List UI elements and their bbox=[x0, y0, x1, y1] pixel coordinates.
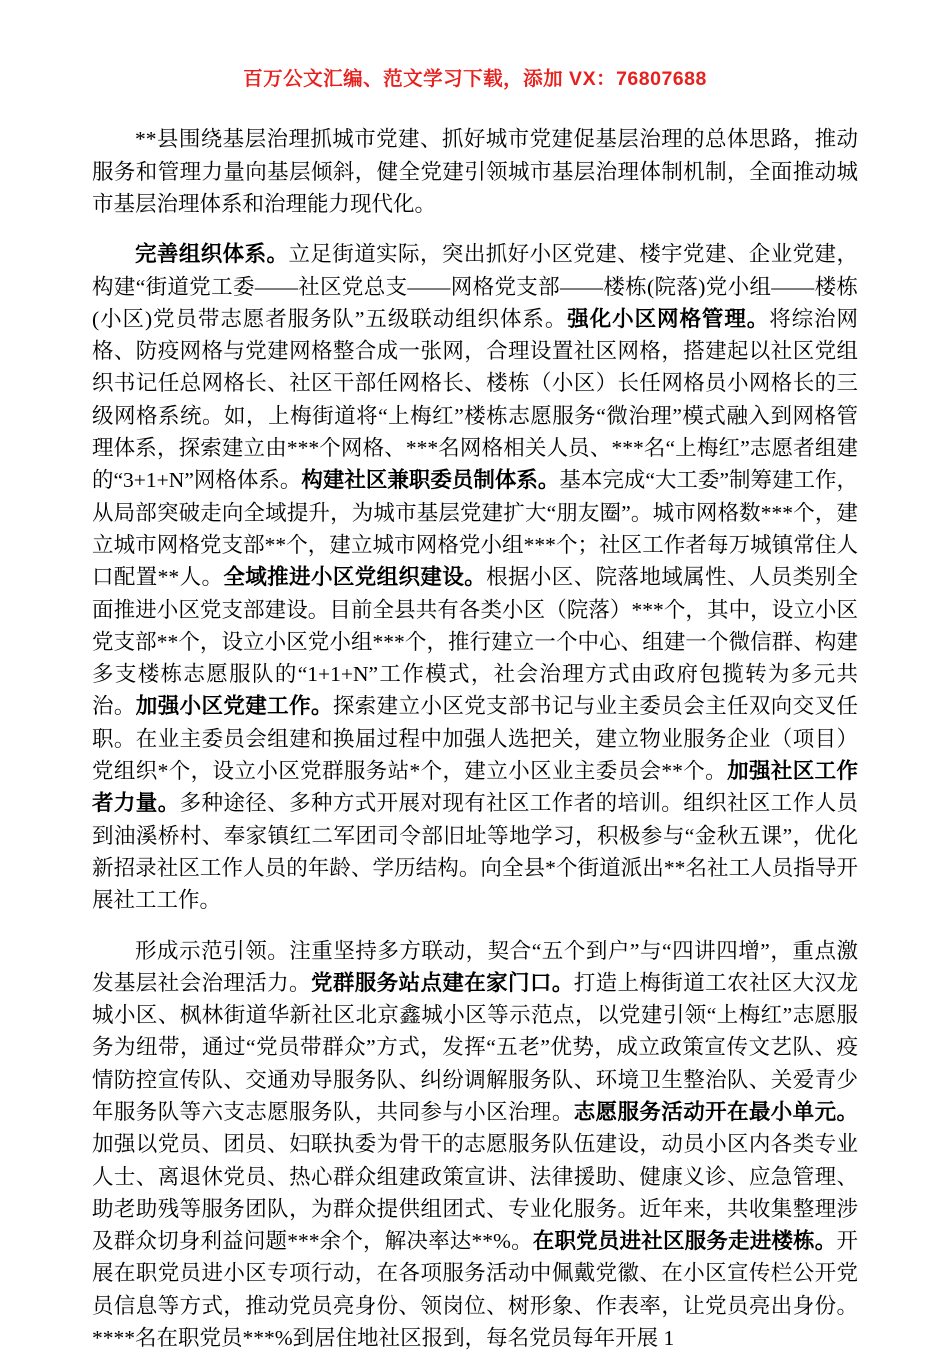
emphasis-run: 全域推进小区党组织建设。 bbox=[223, 565, 487, 590]
text-run: 根据小区、院落地域属性、人员类别全面推进小区党支部建设。目前全县共有各类小区（院落）***个，其中，设立小区党支部**个，设立小区党小组***个，推行建立一个中心、组建一个微信群、构建多支楼栋志愿服队的“1+1+N”工作模式，社会治理方式由政府包揽转为多元共治。 bbox=[92, 565, 858, 719]
emphasis-run: 加强小区党建工作。 bbox=[135, 694, 333, 719]
emphasis-run: 在职党员进社区服务走进楼栋。 bbox=[532, 1229, 837, 1254]
emphasis-run: 强化小区网格管理。 bbox=[567, 306, 770, 331]
text-run: 形成示范引领。注重坚持多方联动，契合“五个到户”与“四讲四增”，重点激发基层社会治理活力。 bbox=[92, 938, 858, 995]
text-run: 打造上梅街道工农社区大汉龙城小区、枫林街道华新社区北京鑫城小区等示范点，以党建引领“上梅红”志愿服务为纽带，通过“党员带群众”方式，发挥“五老”优势，成立政策宣传文艺队、疫情防控宣传队、交通劝导服务队、纠纷调解服务队、环境卫生整治队、关爱青少年服务队等六支志愿服务队，共同参与小区治理。 bbox=[92, 970, 858, 1124]
text-run: 开展在职党员进小区专项行动，在各项服务活动中佩戴党徽、在小区宣传栏公开党员信息等方式，推动党员亮身份、领岗位、树形象、作表率，让党员亮出身份。****名在职党员***%到居住地社区报到，每名党员每年开展 1 bbox=[92, 1229, 858, 1351]
emphasis-run: 构建社区兼职委员制体系。 bbox=[301, 468, 560, 493]
text-run: 立足街道实际，突出抓好小区党建、楼宇党建、企业党建，构建“街道党工委——社区党总支——网格党支部——楼栋(院落)党小组——楼栋(小区)党员带志愿者服务队”五级联动组织体系。 bbox=[92, 242, 858, 331]
document-body bbox=[92, 123, 858, 1354]
watermark-text: 百万公文汇编、范文学习下载，添加 VX：76807688 bbox=[243, 68, 707, 90]
text-run: 探索建立小区党支部书记与业主委员会主任双向交叉任职。在业主委员会组建和换届过程中加强人选把关，建立物业服务企业（项目）党组织*个，设立小区党群服务站*个，建立小区业主委员会**个。 bbox=[92, 694, 858, 784]
emphasis-run: 完善组织体系。 bbox=[135, 242, 289, 267]
text-run: 加强以党员、团员、妇联执委为骨干的志愿服务队伍建设，动员小区内各类专业人士、离退休党员、热心群众组建政策宣讲、法律援助、健康义诊、应急管理、助老助残等服务团队，为群众提供组团式、专业化服务。近年来，共收集整理涉及群众切身利益问题***余个，解决率达**%。 bbox=[92, 1132, 858, 1254]
text-run: 将综治网格、防疫网格与党建网格整合成一张网，合理设置社区网格，搭建起以社区党组织书记任总网格长、社区干部任网格长、楼栋（小区）长任网格员小网格长的三级网格系统。如，上梅街道将“上梅红”楼栋志愿服务“微治理”模式融入到网格管理体系，探索建立由***个网格、***名网格相关人员、***名“上梅红”志愿者组建的“3+1+N”网格体系。 bbox=[92, 306, 858, 493]
emphasis-run: 党群服务站点建在家门口。 bbox=[310, 970, 574, 995]
paragraph-demonstration bbox=[92, 935, 858, 1354]
emphasis-run: 加强社区工作者力量。 bbox=[92, 759, 858, 816]
text-run: 多种途径、多种方式开展对现有社区工作者的培训。组织社区工作人员到油溪桥村、奉家镇红二军团司令部旧址等地学习，积极参与“金秋五课”，优化新招录社区工作人员的年龄、学历结构。向全县*个街道派出**名社工人员指导开展社工工作。 bbox=[92, 791, 858, 913]
text-run: **县围绕基层治理抓城市党建、抓好城市党建促基层治理的总体思路，推动服务和管理力量向基层倾斜，健全党建引领城市基层治理体制机制，全面推动城市基层治理体系和治理能力现代化。 bbox=[92, 127, 858, 216]
text-run: 基本完成“大工委”制筹建工作，从局部突破走向全域提升，为城市基层党建扩大“朋友圈”。城市网格数***个，建立城市网格党支部**个，建立城市网格党小组***个；社区工作者每万城镇常住人口配置**人。 bbox=[92, 468, 858, 590]
emphasis-run: 志愿服务活动开在最小单元。 bbox=[573, 1100, 858, 1124]
paragraph-organization bbox=[92, 238, 858, 916]
paragraph-intro bbox=[92, 123, 858, 220]
